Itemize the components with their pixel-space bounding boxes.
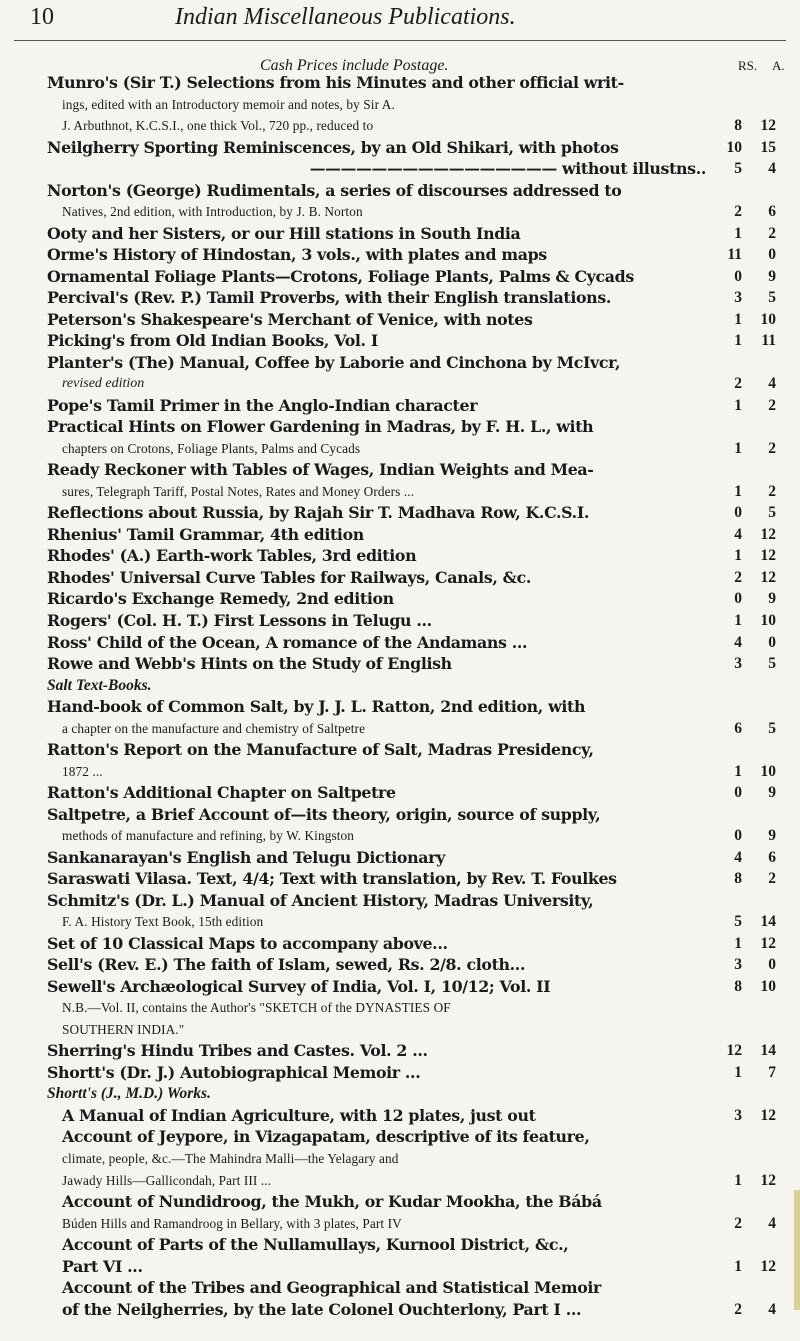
price-annas: 4 xyxy=(768,1300,776,1318)
entry-text: Picking's from Old Indian Books, Vol. I xyxy=(47,331,378,351)
entry-text: revised edition xyxy=(62,376,145,392)
price-annas: 12 xyxy=(760,117,776,135)
catalog-line xyxy=(0,244,800,266)
entry-text: Reflections about Russia, by Rajah Sir T. Madhava Row, K.C.S.I. xyxy=(47,503,590,523)
catalog-line xyxy=(0,223,800,245)
catalog-line xyxy=(0,352,800,374)
price-annas: 9 xyxy=(768,267,776,285)
price-annas: 4 xyxy=(768,160,776,178)
price-annas: 4 xyxy=(768,375,776,393)
price-rupees: 0 xyxy=(734,827,742,845)
price-annas: 9 xyxy=(768,590,776,608)
catalog-line xyxy=(0,954,800,976)
price-rupees: 5 xyxy=(734,913,742,931)
entry-text: Rhodes' Universal Curve Tables for Railways, Canals, &c. xyxy=(47,567,531,587)
price-annas: 14 xyxy=(760,1042,776,1060)
entry-text: Rowe and Webb's Hints on the Study of English xyxy=(47,654,452,674)
catalog-line xyxy=(0,459,800,481)
price-rupees: 12 xyxy=(726,1042,742,1060)
entry-text: Part VI ... xyxy=(62,1256,143,1276)
price-rupees: 2 xyxy=(734,203,742,221)
entry-text: Saraswati Vilasa. Text, 4/4; Text with translation, by Rev. T. Foulkes xyxy=(47,869,617,889)
entry-text: Ratton's Report on the Manufacture of Salt, Madras Presidency, xyxy=(47,740,594,760)
entry-text: SOUTHERN INDIA." xyxy=(62,1021,185,1037)
price-rupees: 8 xyxy=(734,977,742,995)
catalog-line xyxy=(0,696,800,718)
price-annas: 2 xyxy=(768,870,776,888)
catalog-line xyxy=(0,1213,800,1235)
catalog-line xyxy=(0,309,800,331)
price-annas: 10 xyxy=(760,612,776,629)
entry-text: 1872 ... xyxy=(62,763,103,779)
entry-text: Shortt's (J., M.D.) Works. xyxy=(47,1085,211,1103)
price-annas: 9 xyxy=(768,827,776,845)
price-annas: 15 xyxy=(760,138,776,156)
price-rupees: 0 xyxy=(734,590,742,608)
price-annas: 12 xyxy=(760,1257,776,1275)
price-annas: 12 xyxy=(760,934,776,952)
price-rupees: 3 xyxy=(734,289,742,307)
price-annas: 5 xyxy=(768,655,776,673)
price-rupees: 2 xyxy=(734,375,742,393)
entry-text: of the Neilgherries, by the late Colonel Ouchterlony, Part I ... xyxy=(62,1299,582,1319)
catalog-line xyxy=(0,266,800,288)
price-annas: 5 xyxy=(768,719,776,737)
entry-text: Shortt's (Dr. J.) Autobiographical Memoir ... xyxy=(47,1062,421,1082)
price-annas: 5 xyxy=(768,504,776,522)
entry-text: Hand-book of Common Salt, by J. J. L. Ratton, 2nd edition, with xyxy=(47,697,586,717)
catalog-line xyxy=(0,976,800,998)
entry-text: ings, edited with an Introductory memoir and notes, by Sir A. xyxy=(62,96,395,112)
catalog-line xyxy=(0,1019,800,1041)
price-rupees: 1 xyxy=(734,310,742,328)
price-rupees: 8 xyxy=(734,870,742,888)
entry-text: F. A. History Text Book, 15th edition xyxy=(62,914,264,930)
price-rupees: 1 xyxy=(734,1063,742,1081)
price-rupees: 3 xyxy=(734,655,742,673)
entry-text: Sewell's Archæological Survey of India, Vol. I, 10/12; Vol. II xyxy=(47,976,551,996)
catalog-line xyxy=(0,933,800,955)
catalog-line xyxy=(0,287,800,309)
running-title: Indian Miscellaneous Publications. xyxy=(175,4,516,30)
price-annas: 12 xyxy=(760,1106,776,1124)
price-annas: 6 xyxy=(768,203,776,221)
catalog-line xyxy=(0,890,800,912)
catalog-line xyxy=(0,739,800,761)
catalog-line xyxy=(0,1083,800,1105)
entry-text: Account of Jeypore, in Vizagapatam, descriptive of its feature, xyxy=(62,1127,590,1147)
entry-text: Account of the Tribes and Geographical and Statistical Memoir xyxy=(62,1278,602,1298)
entry-text: Ornamental Foliage Plants—Crotons, Foliage Plants, Palms & Cycads xyxy=(47,266,634,286)
catalog-line xyxy=(0,653,800,675)
catalog-line xyxy=(0,115,800,137)
catalog-line xyxy=(0,567,800,589)
price-rupees: 2 xyxy=(734,1300,742,1318)
catalog-line xyxy=(0,1126,800,1148)
price-rupees: 1 xyxy=(734,1257,742,1275)
price-rupees: 5 xyxy=(734,160,742,178)
entry-text: Peterson's Shakespeare's Merchant of Venice, with notes xyxy=(47,309,533,329)
entry-text: Saltpetre, a Brief Account of—its theory, origin, source of supply, xyxy=(47,804,601,824)
catalog-line xyxy=(0,1277,800,1299)
entry-text: Jawady Hills—Gallicondah, Part III ... xyxy=(62,1172,272,1188)
price-rupees: 4 xyxy=(734,848,742,866)
catalog-line xyxy=(0,911,800,933)
entry-text: Pope's Tamil Primer in the Anglo-Indian character xyxy=(47,395,478,415)
price-rupees: 4 xyxy=(734,525,742,543)
catalog-line xyxy=(0,438,800,460)
catalog-line xyxy=(0,632,800,654)
catalog-line xyxy=(0,782,800,804)
entry-text: sures, Telegraph Tariff, Postal Notes, Rates and Money Orders ... xyxy=(62,483,415,499)
entry-text: Set of 10 Classical Maps to accompany above... xyxy=(47,933,448,953)
catalog-line xyxy=(0,72,800,94)
entry-text: Ricardo's Exchange Remedy, 2nd edition xyxy=(47,589,394,609)
entry-text: Account of Parts of the Nullamullays, Kurnool District, &c., xyxy=(62,1235,569,1255)
entry-text: Salt Text-Books. xyxy=(47,676,152,694)
price-annas: 12 xyxy=(760,568,776,586)
entry-text: chapters on Crotons, Foliage Plants, Palms and Cycads xyxy=(62,440,361,456)
entry-text: Natives, 2nd edition, with Introduction, by J. B. Norton xyxy=(62,204,363,220)
price-annas: 7 xyxy=(768,1063,776,1081)
price-rupees: 1 xyxy=(734,224,742,242)
price-rupees: 2 xyxy=(734,1214,742,1232)
entry-text: Practical Hints on Flower Gardening in Madras, by F. H. L., with xyxy=(47,417,594,437)
catalog-line xyxy=(0,804,800,826)
catalog-line xyxy=(0,1256,800,1278)
price-rupees: 1 xyxy=(734,1171,742,1189)
entry-text: Munro's (Sir T.) Selections from his Minutes and other official writ- xyxy=(47,73,624,92)
entry-text: Orme's History of Hindostan, 3 vols., with plates and maps xyxy=(47,245,547,265)
price-rupees: 8 xyxy=(734,117,742,135)
price-rupees: 0 xyxy=(734,784,742,802)
price-rupees: 3 xyxy=(734,956,742,974)
cash-prices-note: Cash Prices include Postage. xyxy=(260,57,449,74)
entry-text: Percival's (Rev. P.) Tamil Proverbs, with their English translations. xyxy=(47,288,612,308)
page-edge-stain xyxy=(794,1190,800,1310)
entry-text: ———————————————— without illustns.. xyxy=(309,159,706,179)
price-rupees: 1 xyxy=(734,934,742,952)
price-annas: 10 xyxy=(760,977,776,995)
price-annas: 9 xyxy=(768,784,776,802)
entry-text: methods of manufacture and refining, by W. Kingston xyxy=(62,828,355,844)
catalog-line xyxy=(0,481,800,503)
price-annas: 5 xyxy=(768,289,776,307)
catalog-line xyxy=(0,94,800,116)
price-rupees: 11 xyxy=(727,246,742,264)
catalog-line xyxy=(0,825,800,847)
catalog-line xyxy=(0,1234,800,1256)
catalog-line xyxy=(0,610,800,632)
column-header-rupees: RS. xyxy=(738,58,758,73)
price-annas: 14 xyxy=(760,913,776,931)
entry-text: J. Arbuthnot, K.C.S.I., one thick Vol., 720 pp., reduced to xyxy=(62,118,374,134)
price-rupees: 10 xyxy=(726,138,742,156)
price-annas: 12 xyxy=(760,525,776,543)
catalog-line xyxy=(0,158,800,180)
catalog-line xyxy=(0,847,800,869)
price-annas: 11 xyxy=(761,332,776,350)
entry-text: Rhenius' Tamil Grammar, 4th edition xyxy=(47,524,364,544)
price-annas: 2 xyxy=(768,224,776,242)
catalog-line xyxy=(0,1191,800,1213)
catalog-line xyxy=(0,545,800,567)
price-annas: 10 xyxy=(760,310,776,328)
entry-text: Planter's (The) Manual, Coffee by Laborie and Cinchona by McIvcr, xyxy=(47,352,621,372)
price-annas: 6 xyxy=(768,848,776,866)
price-annas: 12 xyxy=(760,547,776,565)
price-rupees: 0 xyxy=(734,504,742,522)
price-annas: 2 xyxy=(768,396,776,414)
catalog-line xyxy=(0,761,800,783)
catalog-line xyxy=(0,1170,800,1192)
price-rupees: 4 xyxy=(734,633,742,651)
catalog-line xyxy=(0,1040,800,1062)
catalog-line xyxy=(0,1148,800,1170)
price-rupees: 6 xyxy=(734,719,742,737)
price-annas: 10 xyxy=(760,762,776,780)
price-annas: 2 xyxy=(768,439,776,457)
catalog-line xyxy=(0,330,800,352)
entry-text: Norton's (George) Rudimentals, a series of discourses addressed to xyxy=(47,180,622,200)
page-number: 10 xyxy=(30,4,54,30)
entry-text: Schmitz's (Dr. L.) Manual of Ancient History, Madras University, xyxy=(47,890,594,910)
entry-text: Ooty and her Sisters, or our Hill stations in South India xyxy=(47,223,521,243)
catalog-line xyxy=(0,524,800,546)
catalog-line xyxy=(0,416,800,438)
entry-text: Ratton's Additional Chapter on Saltpetre xyxy=(47,783,396,803)
price-annas: 0 xyxy=(768,956,776,974)
price-annas: 0 xyxy=(768,246,776,264)
entry-text: Sell's (Rev. E.) The faith of Islam, sewed, Rs. 2/8. cloth... xyxy=(47,955,526,975)
catalog-line xyxy=(0,675,800,697)
catalog-line xyxy=(0,373,800,395)
price-annas: 2 xyxy=(768,482,776,500)
price-rupees: 3 xyxy=(734,1106,742,1124)
catalog-line xyxy=(0,868,800,890)
entry-text: Sankanarayan's English and Telugu Dictionary xyxy=(47,847,445,867)
entry-text: Account of Nundidroog, the Mukh, or Kudar Mookha, the Bábá xyxy=(62,1192,602,1212)
price-rupees: 1 xyxy=(734,439,742,457)
entry-text: Ready Reckoner with Tables of Wages, Indian Weights and Mea- xyxy=(47,460,594,480)
catalog-line xyxy=(0,201,800,223)
entry-text: a chapter on the manufacture and chemistry of Saltpetre xyxy=(62,720,366,736)
entry-text: N.B.—Vol. II, contains the Author's "SKETCH of the DYNASTIES OF xyxy=(62,1000,451,1016)
entry-text: Búden Hills and Ramandroog in Bellary, with 3 plates, Part IV xyxy=(62,1215,402,1231)
entry-text: Sherring's Hindu Tribes and Castes. Vol. 2 ... xyxy=(47,1041,428,1061)
price-rupees: 2 xyxy=(734,568,742,586)
price-rupees: 1 xyxy=(734,762,742,780)
price-annas: 4 xyxy=(768,1214,776,1232)
catalog-line xyxy=(0,718,800,740)
entry-text: Neilgherry Sporting Reminiscences, by an Old Shikari, with photos xyxy=(47,137,619,157)
column-header-annas: A. xyxy=(772,58,785,73)
catalog-line xyxy=(0,502,800,524)
price-rupees: 1 xyxy=(734,547,742,565)
entry-text: Rhodes' (A.) Earth-work Tables, 3rd edition xyxy=(47,546,417,566)
price-rupees: 1 xyxy=(734,612,742,629)
price-annas: 12 xyxy=(760,1171,776,1189)
price-annas: 0 xyxy=(768,633,776,651)
catalog-line xyxy=(0,1299,800,1321)
price-rupees: 0 xyxy=(734,267,742,285)
price-rupees: 1 xyxy=(734,396,742,414)
catalog-line xyxy=(0,1062,800,1084)
catalog-line xyxy=(0,1105,800,1127)
header-rule xyxy=(14,40,786,41)
price-rupees: 1 xyxy=(734,482,742,500)
entry-text: A Manual of Indian Agriculture, with 12 plates, just out xyxy=(62,1105,536,1125)
catalog-line xyxy=(0,137,800,159)
catalog-line xyxy=(0,395,800,417)
catalog-line xyxy=(0,997,800,1019)
price-rupees: 1 xyxy=(734,332,742,350)
entry-text: Ross' Child of the Ocean, A romance of the Andamans ... xyxy=(47,632,528,652)
catalog-line xyxy=(0,180,800,202)
catalog-line xyxy=(0,588,800,610)
entry-text: Rogers' (Col. H. T.) First Lessons in Telugu ... xyxy=(47,611,432,630)
entry-text: climate, people, &c.—The Mahindra Malli—the Yelagary and xyxy=(62,1151,399,1166)
page-header xyxy=(0,0,800,40)
